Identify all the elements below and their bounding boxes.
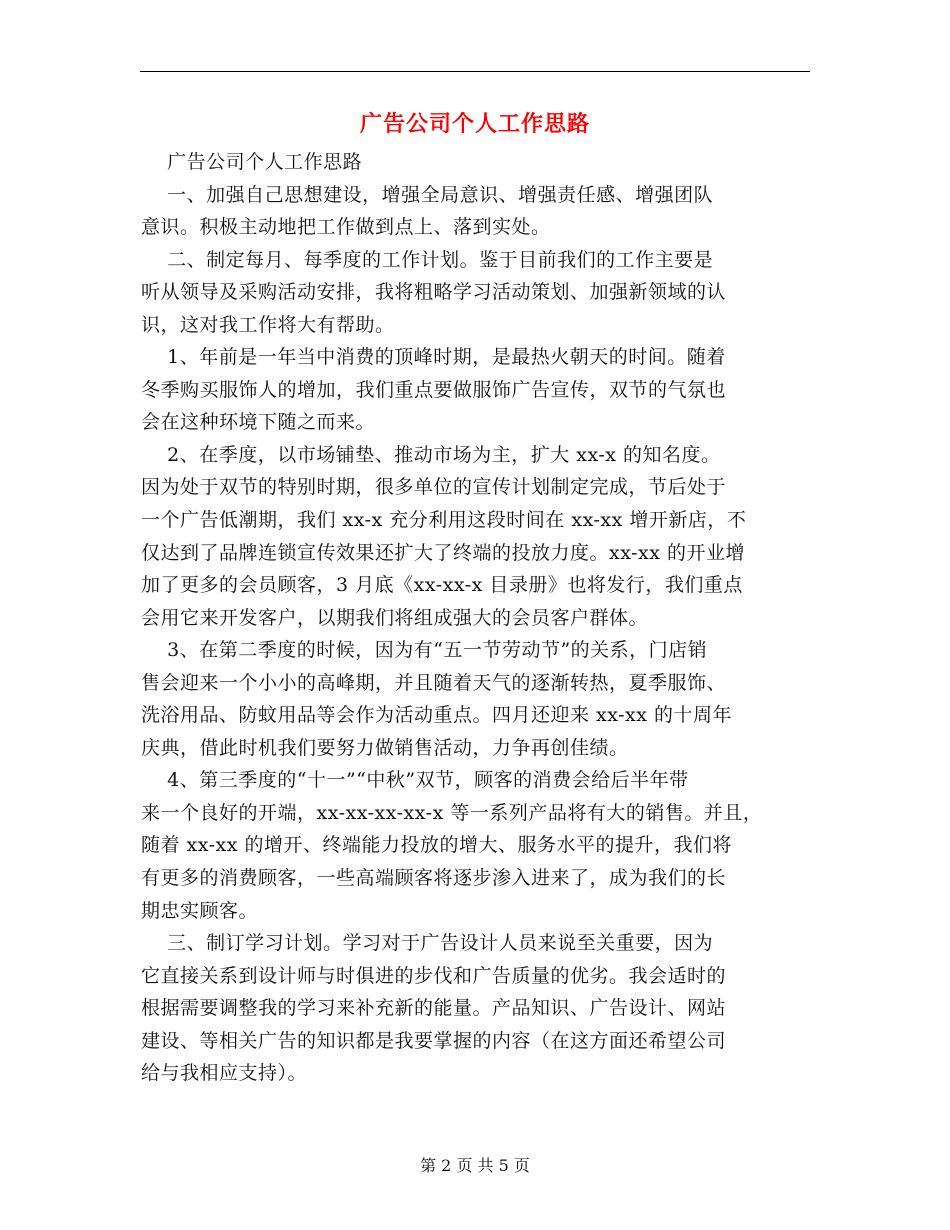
body-line: 听从领导及采购活动安排，我将粗略学习活动策划、加强新领域的认 bbox=[141, 281, 727, 304]
body-line: 根据需要调整我的学习来补充新的能量。产品知识、广告设计、网站 bbox=[141, 997, 727, 1020]
body-line: 加了更多的会员顾客，3 月底《xx-xx-x 目录册》也将发行，我们重点 bbox=[141, 574, 743, 597]
body-line: 售会迎来一个小小的高峰期，并且随着天气的逐渐转热，夏季服饰、 bbox=[141, 671, 727, 694]
body-line: 仅达到了品牌连锁宣传效果还扩大了终端的投放力度。xx-xx 的开业增 bbox=[141, 541, 745, 564]
body-line: 识，这对我工作将大有帮助。 bbox=[141, 313, 395, 336]
header-rule bbox=[140, 71, 810, 72]
body-line: 它直接关系到设计师与时俱进的步伐和广告质量的优劣。我会适时的 bbox=[141, 964, 727, 987]
document-body bbox=[141, 146, 821, 1090]
body-line: 一个广告低潮期，我们 xx-x 充分利用这段时间在 xx-xx 增开新店，不 bbox=[141, 509, 747, 532]
body-line: 意识。积极主动地把工作做到点上、落到实处。 bbox=[141, 216, 551, 239]
body-line: 三、制订学习计划。学习对于广告设计人员来说至关重要，因为 bbox=[141, 932, 714, 955]
body-line: 广告公司个人工作思路 bbox=[141, 151, 363, 173]
body-line: 建设、等相关广告的知识都是我要掌握的内容（在这方面还希望公司 bbox=[141, 1029, 727, 1052]
body-line: 1、年前是一年当中消费的顶峰时期，是最热火朝天的时间。随着 bbox=[141, 346, 726, 369]
body-line: 二、制定每月、每季度的工作计划。鉴于目前我们的工作主要是 bbox=[141, 248, 714, 271]
body-line: 洗浴用品、防蚊用品等会作为活动重点。四月还迎来 xx-xx 的十周年 bbox=[141, 704, 733, 727]
body-line: 因为处于双节的特别时期，很多单位的宣传计划制定完成，节后处于 bbox=[141, 476, 727, 499]
body-line: 4、第三季度的“十一”“中秋”双节，顾客的消费会给后半年带 bbox=[141, 769, 689, 792]
page-number: 第 2 页 共 5 页 bbox=[420, 1156, 530, 1175]
body-line: 随着 xx-xx 的增开、终端能力投放的增大、服务水平的提升，我们将 bbox=[141, 834, 733, 857]
body-line: 会在这种环境下随之而来。 bbox=[141, 411, 376, 434]
body-line: 期忠实顾客。 bbox=[141, 899, 259, 922]
body-line: 冬季购买服饰人的增加，我们重点要做服饰广告宣传，双节的气氛也 bbox=[141, 378, 727, 401]
body-line: 庆典，借此时机我们要努力做销售活动，力争再创佳绩。 bbox=[141, 736, 629, 759]
body-line: 给与我相应支持）。 bbox=[141, 1062, 308, 1085]
body-line: 有更多的消费顾客，一些高端顾客将逐步渗入进来了，成为我们的长 bbox=[141, 867, 727, 890]
document-title: 广告公司个人工作思路 bbox=[359, 111, 590, 137]
body-line: 一、加强自己思想建设，增强全局意识、增强责任感、增强团队 bbox=[141, 183, 714, 206]
body-line: 3、在第二季度的时候，因为有“五一节劳动节”的关系，门店销 bbox=[141, 639, 708, 662]
body-line: 2、在季度，以市场铺垫、推动市场为主，扩大 xx-x 的知名度。 bbox=[141, 443, 721, 466]
body-line: 会用它来开发客户，以期我们将组成强大的会员客户群体。 bbox=[141, 606, 649, 629]
body-line: 来一个良好的开端，xx-xx-xx-xx-x 等一系列产品将有大的销售。并且， bbox=[141, 801, 763, 824]
